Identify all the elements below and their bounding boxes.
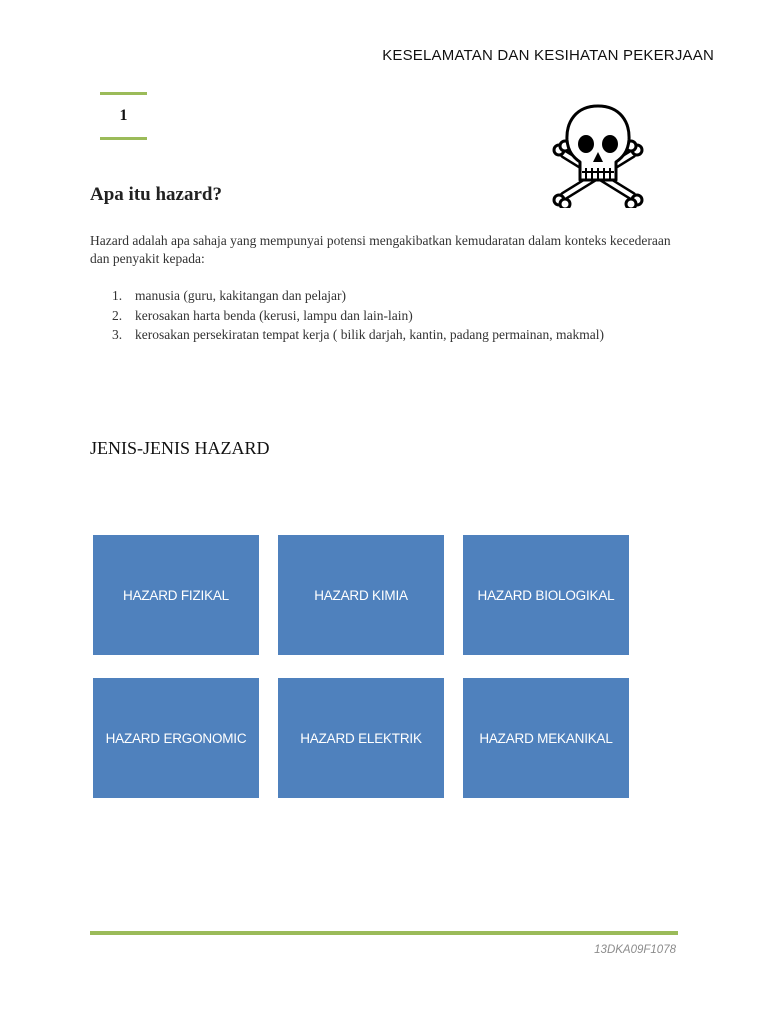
tile-hazard-elektrik: HAZARD ELEKTRIK [278, 678, 444, 798]
intro-paragraph: Hazard adalah apa sahaja yang mempunyai potensi mengakibatkan kemudaratan dalam konteks kecederaan dan penyakit kepada: [90, 233, 671, 266]
page-number-top-rule [100, 92, 147, 95]
skull-crossbones-icon [550, 100, 646, 208]
tile-hazard-kimia: HAZARD KIMIA [278, 535, 444, 655]
section-title: Apa itu hazard? [90, 184, 222, 205]
hazard-types-title: JENIS-JENIS HAZARD [90, 438, 270, 458]
list-item-number: 3. [112, 327, 123, 342]
tile-hazard-fizikal: HAZARD FIZIKAL [93, 535, 259, 655]
list-item-text: kerosakan harta benda (kerusi, lampu dan lain-lain) [135, 307, 413, 323]
footer-rule [90, 931, 678, 935]
tile-hazard-biologikal: HAZARD BIOLOGIKAL [463, 535, 629, 655]
list-item [90, 306, 710, 326]
document-header-title: KESELAMATAN DAN KESIHATAN PEKERJAAN [382, 47, 714, 64]
page-number-box [100, 92, 147, 140]
list-item [90, 325, 710, 345]
list-item-number: 1. [112, 288, 123, 303]
consequence-list [90, 286, 710, 345]
list-item-text: manusia (guru, kakitangan dan pelajar) [135, 288, 347, 303]
list-item [90, 286, 710, 306]
page-number: 1 [119, 107, 128, 124]
list-item-text: kerosakan persekiratan tempat kerja ( bilik darjah, kantin, padang permainan, makmal) [135, 327, 604, 342]
page-number-bottom-rule [100, 137, 147, 140]
footer-code: 13DKA09F1078 [594, 944, 676, 956]
tile-hazard-mekanikal: HAZARD MEKANIKAL [463, 678, 629, 798]
tile-hazard-ergonomic: HAZARD ERGONOMIC [93, 678, 259, 798]
list-item-number: 2. [112, 307, 123, 323]
